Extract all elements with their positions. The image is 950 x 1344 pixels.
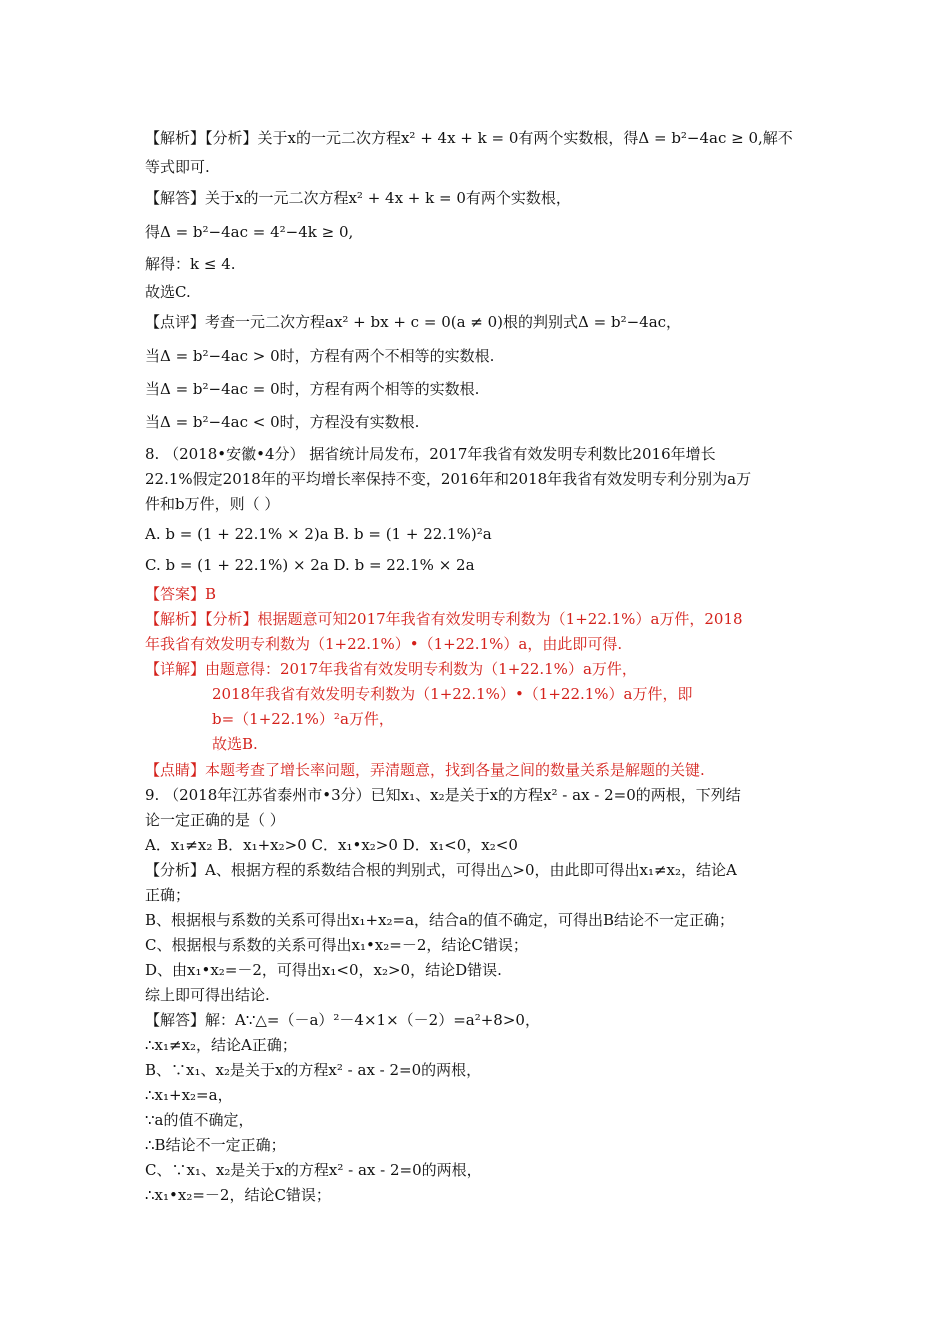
- line-1: 【解析】【分析】关于x的一元二次方程x² + 4x + k = 0有两个实数根，得Δ = b²−4ac ≥ 0,解不: [145, 129, 793, 147]
- line-20: 2018年我省有效发明专利数为（1+22.1%）•（1+22.1%）a万件，即: [212, 685, 693, 703]
- line-16: 【答案】B: [145, 585, 217, 603]
- line-19: 【详解】由题意得：2017年我省有效发明专利数为（1+22.1%）a万件，: [145, 660, 637, 678]
- line-26: A．x₁≠x₂ B．x₁+x₂>0 C．x₁•x₂>0 D．x₁<0，x₂<0: [145, 836, 518, 854]
- line-14: A. b = (1 + 22.1% × 2)a B. b = (1 + 22.1%)²a: [145, 525, 492, 543]
- line-6: 故选C.: [145, 283, 191, 301]
- line-39: C、∵x₁、x₂是关于x的方程x² - ax - 2=0的两根，: [145, 1161, 482, 1179]
- line-40: ∴x₁•x₂=－2，结论C错误；: [145, 1186, 331, 1204]
- line-15: C. b = (1 + 22.1%) × 2a D. b = 22.1% × 2a: [145, 556, 475, 574]
- line-33: 【解答】解：A∵△=（－a）²－4×1×（－2）=a²+8>0，: [145, 1011, 540, 1029]
- line-32: 综上即可得出结论.: [145, 986, 270, 1004]
- line-36: ∴x₁+x₂=a，: [145, 1086, 233, 1104]
- line-24: 9. （2018年江苏省泰州市•3分）已知x₁、x₂是关于x的方程x² - ax - 2=0的两根，下列结: [145, 786, 741, 804]
- line-30: C、根据根与系数的关系可得出x₁•x₂=－2，结论C错误；: [145, 936, 528, 954]
- line-28: 正确；: [145, 886, 191, 904]
- line-9: 当Δ = b²−4ac = 0时，方程有两个相等的实数根.: [145, 380, 480, 398]
- line-38: ∴B结论不一定正确；: [145, 1136, 286, 1154]
- line-17: 【解析】【分析】根据题意可知2017年我省有效发明专利数为（1+22.1%）a万件，2018: [145, 610, 743, 628]
- line-10: 当Δ = b²−4ac < 0时，方程没有实数根.: [145, 413, 420, 431]
- line-7: 【点评】考查一元二次方程ax² + bx + c = 0(a ≠ 0)根的判别式Δ = b²−4ac，: [145, 313, 682, 331]
- line-4: 得Δ = b²−4ac = 4²−4k ≥ 0,: [145, 223, 354, 241]
- line-34: ∴x₁≠x₂，结论A正确；: [145, 1036, 297, 1054]
- line-2: 等式即可.: [145, 158, 210, 176]
- line-21: b=（1+22.1%）²a万件，: [212, 710, 394, 728]
- line-22: 故选B.: [212, 735, 258, 753]
- line-12: 22.1%假定2018年的平均增长率保持不变，2016年和2018年我省有效发明专利分别为a万: [145, 470, 752, 488]
- line-3: 【解答】关于x的一元二次方程x² + 4x + k = 0有两个实数根，: [145, 189, 571, 207]
- line-23: 【点睛】本题考查了增长率问题，弄清题意，找到各量之间的数量关系是解题的关键.: [145, 761, 705, 779]
- line-25: 论一定正确的是（ ）: [145, 811, 285, 829]
- line-18: 年我省有效发明专利数为（1+22.1%）•（1+22.1%）a，由此即可得.: [145, 635, 623, 653]
- line-5: 解得：k ≤ 4.: [145, 255, 236, 273]
- line-13: 件和b万件，则（ ）: [145, 495, 280, 513]
- line-8: 当Δ = b²−4ac > 0时，方程有两个不相等的实数根.: [145, 347, 495, 365]
- line-29: B、根据根与系数的关系可得出x₁+x₂=a，结合a的值不确定，可得出B结论不一定正确；: [145, 911, 735, 929]
- line-27: 【分析】A、根据方程的系数结合根的判别式，可得出△>0，由此即可得出x₁≠x₂，结论A: [145, 861, 737, 879]
- line-37: ∵a的值不确定，: [145, 1111, 254, 1129]
- line-35: B、∵x₁、x₂是关于x的方程x² - ax - 2=0的两根，: [145, 1061, 482, 1079]
- line-11: 8. （2018•安徽•4分） 据省统计局发布，2017年我省有效发明专利数比2016年增长: [145, 445, 716, 463]
- line-31: D、由x₁•x₂=－2，可得出x₁<0，x₂>0，结论D错误.: [145, 961, 502, 979]
